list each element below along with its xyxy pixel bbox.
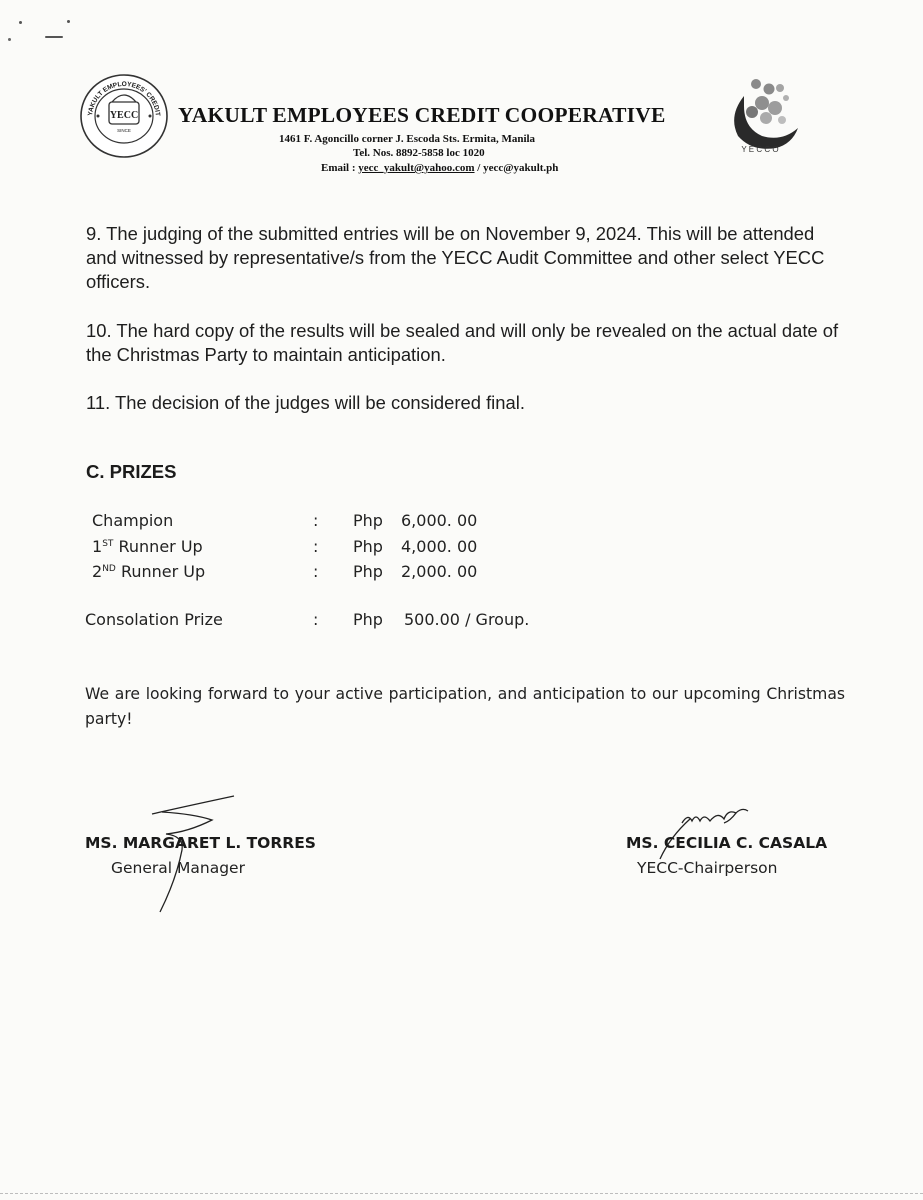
scan-speck [8,38,11,41]
prize-amount: 500.00 / Group. [404,610,530,629]
email-label: Email : [321,162,356,174]
prize-colon: : [313,511,319,530]
prize-label-main: 1 [92,537,103,556]
clause-11-paragraph: 11. The decision of the judges will be considered final. [86,392,525,413]
prize-currency: Php [353,537,383,556]
seal-inner-text: YECC [109,110,139,121]
signatory-title-right: YECC-Chairperson [637,859,778,877]
closing-paragraph: We are looking forward to your active participation, and anticipation to our upcoming Christmas party! [85,685,845,728]
scan-speck [19,21,22,24]
signatory-name-left: MS. MARGARET L. TORRES [85,834,316,852]
organization-name: YAKULT EMPLOYEES CREDIT COOPERATIVE [178,103,666,127]
prize-label-ordinal: ST [102,539,114,549]
prize-amount: 4,000. 00 [401,537,478,556]
cooperative-globe-logo [722,76,804,154]
seal-ring-text: YAKULT EMPLOYEES' CREDIT [87,80,161,117]
prize-label-rest: Runner Up [113,537,203,556]
page-bottom-edge [0,1193,923,1195]
organization-telephone: Tel. Nos. 8892-5858 loc 1020 [353,147,485,159]
right-logo-text: Y E C C O [741,145,779,154]
handwritten-signature-torres [148,790,248,915]
prize-currency: Php [353,562,383,581]
prize-label [92,562,205,581]
prize-label-ordinal: ND [102,564,116,574]
prize-colon: : [313,562,319,581]
prize-currency: Php [353,610,383,629]
scan-speck [67,20,70,23]
prize-label-main: 2 [92,562,103,581]
prize-amount: 2,000. 00 [401,562,478,581]
prize-label [85,610,223,629]
clause-10-paragraph: 10. The hard copy of the results will be sealed and will only be revealed on the actual date of the Christmas Party to maintain anticipation. [86,320,839,365]
email-link-primary[interactable]: yecc_yakult@yahoo.com [358,162,475,174]
prize-label [92,511,173,530]
clause-9-paragraph: 9. The judging of the submitted entries will be on November 9, 2024. This will be attended and witnessed by representative/s from the YECC Audit Committee and other select YECC officers. [86,223,825,292]
prize-label [92,537,203,556]
seal-since-text: SINCE [117,128,131,133]
section-title-prizes: C. PRIZES [86,461,177,482]
prize-colon: : [313,537,319,556]
prize-currency: Php [353,511,383,530]
signatory-title-left: General Manager [111,859,245,877]
prize-label-rest: Runner Up [115,562,206,581]
organization-address: 1461 F. Agoncillo corner J. Escoda Sts. Ermita, Manila [279,133,536,145]
email-link-secondary[interactable]: yecc@yakult.ph [483,162,559,174]
yecc-seal-logo [78,72,170,160]
handwritten-signature-casala [640,803,760,863]
email-separator: / [477,162,481,174]
prize-label-main: Consolation Prize [85,610,223,629]
prize-amount: 6,000. 00 [401,511,478,530]
scan-smudge [45,36,63,38]
prize-colon: : [313,610,319,629]
organization-email-line [321,162,558,174]
signatory-name-right: MS. CECILIA C. CASALA [626,834,828,852]
prize-label-main: Champion [92,511,174,530]
